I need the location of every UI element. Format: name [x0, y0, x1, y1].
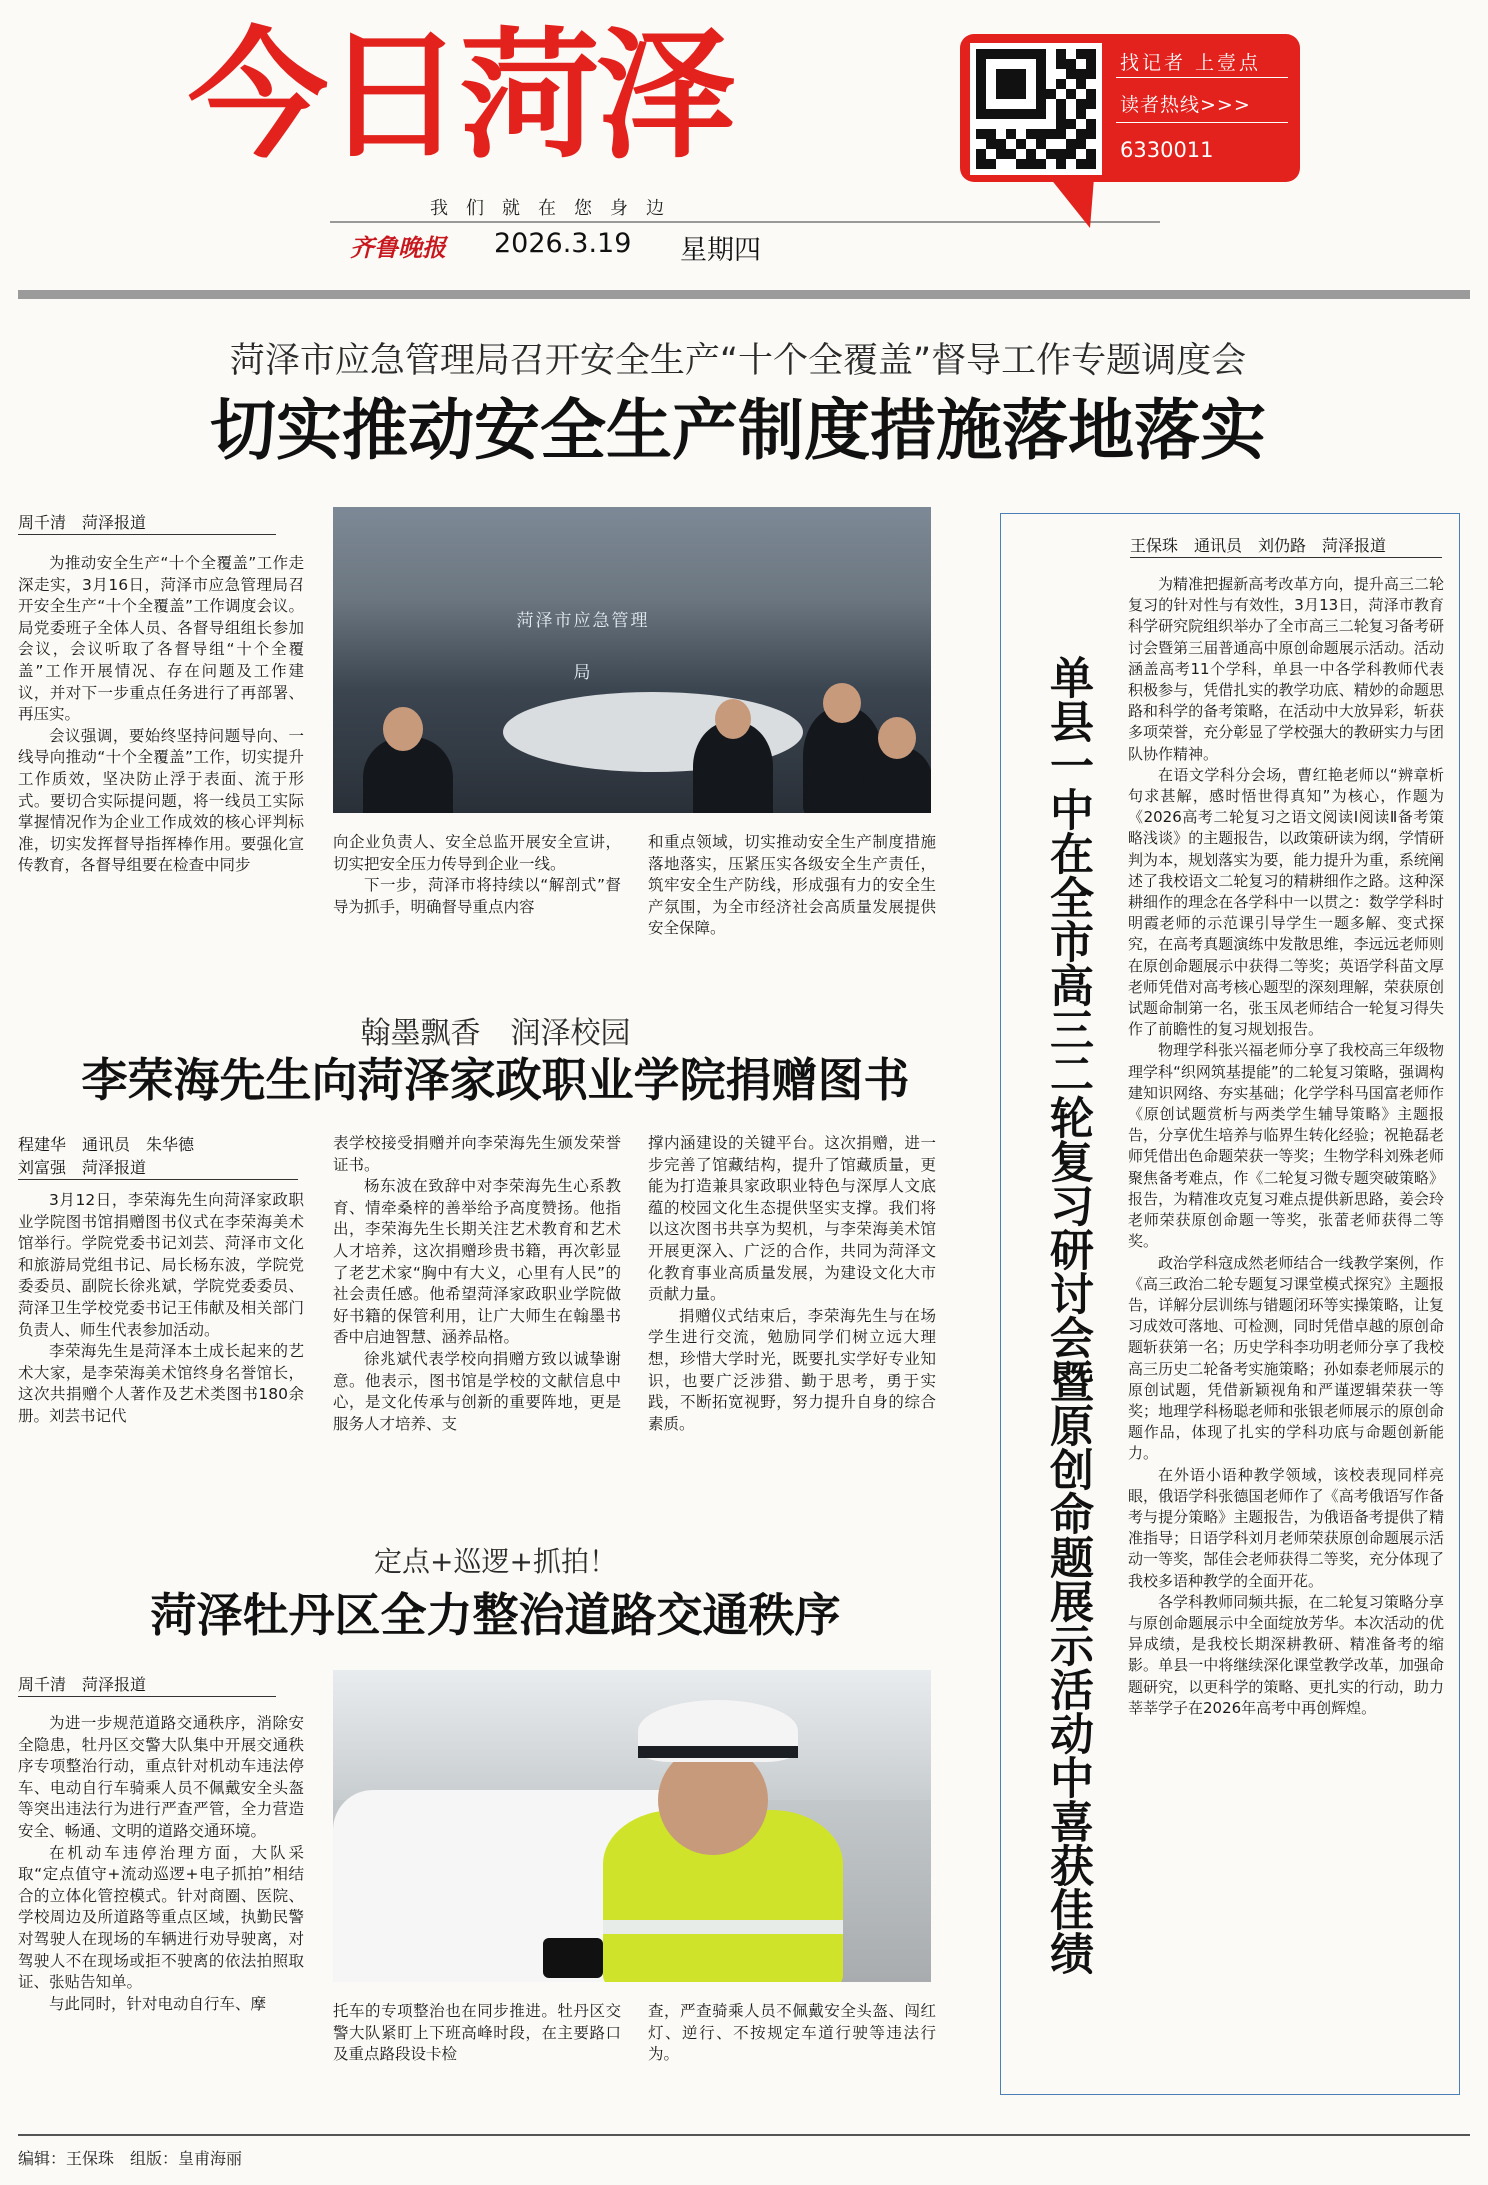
article1-byline: 周千清 菏泽报道 [18, 510, 276, 535]
page-footer-credits: 编辑：王保珠 组版：皇甫海丽 [18, 2149, 243, 2168]
article3-kicker: 定点+巡逻+抓拍！ [374, 1545, 617, 1578]
qr-code-icon[interactable] [970, 43, 1102, 175]
issue-date: 2026.3.19 [494, 228, 632, 259]
hotline-bubble-tail [1050, 178, 1094, 228]
hotline-divider [1116, 77, 1288, 78]
article4-headline[interactable]: 单县一中在全市高三二轮复习研讨会暨原创命题展示活动中喜获佳绩 [1042, 655, 1093, 1975]
hotline-label: 读者热线>>> [1120, 94, 1251, 116]
article3-headline[interactable]: 菏泽牡丹区全力整治道路交通秩序 [150, 1588, 841, 1642]
article3-column-1: 为进一步规范道路交通秩序，消除安全隐患，牡丹区交警大队集中开展交通秩序专项整治行动，重点针对机动车违法停车、电动自行车骑乘人员不佩戴安全头盔等突出违法行为进行严查严管，全力营造安全、畅通、文明的道路交通环境。 在机动车违停治理方面，大队采取“定点值守+流动巡逻+电子抓拍”相结合的立体化管控模式。针对商圈、医院、学校周边及所道路等重点区域，执勤民警对驾驶人在现场的车辆进行劝导驶离，对驾驶人不在现场或拒不驶离的依法拍照取证、张贴告知单。 与此同时，针对电动自行车、摩 [18, 1714, 304, 2013]
article1-photo[interactable] [333, 507, 931, 813]
article2-byline-1: 程建华 通讯员 朱华德 [18, 1135, 195, 1154]
article1-headline[interactable]: 切实推动安全生产制度措施落地落实 [210, 391, 1266, 469]
masthead-slogan: 我们就在您身边 [430, 198, 682, 219]
bottom-rule [18, 2134, 1470, 2136]
article2-kicker: 翰墨飘香 润泽校园 [360, 1016, 631, 1051]
article3-photo[interactable] [333, 1670, 931, 1982]
article4-body: 为精准把握新高考改革方向，提升高三二轮复习的针对性与有效性，3月13日，菏泽市教育科学研究院组织举办了全市高三二轮复习备考研讨会暨第三届普通高中原创命题展示活动。活动涵盖高考11个学科，单县一中各学科教师代表积极参与，凭借扎实的教学功底、精妙的命题思路和科学的备考策略，在活动中大放异彩，斩获多项荣誉，充分彰显了学校强大的教研实力与团队协作精神。 在语文学科分会场，曹红艳老师以“辨章析句求甚解，感时悟世得真知”为核心，作题为《2026高考二轮复习之语文阅读Ⅰ阅读Ⅱ备考策略浅谈》的主题报告，以政策研读为纲，学情研判为本，规划落实为要，能力提升为重，系统阐述了我校语文二轮复习的精耕细作之路。这种深耕细作的理念在各学科中一以贯之：数学学科时明霞老师的示范课引导学生一题多解、变式探究，在高考真题演练中发散思维，李远远老师则在原创命题展示中获得二等奖；英语学科苗文厚老师凭借对高考核心题型的深刻理解，荣获原创试题命制第一名，张玉凤老师结合一轮复习得失作了前瞻性的复习规划报告。 物理学科张兴福老师分享了我校高三年级物理学科“织网筑基提能”的二轮复习策略，强调构建知识网络、夯实基础；化学学科马国富老师作《原创试题赏析与两类学生辅导策略》主题报告，分享优生培养与临界生转化经验；祝艳磊老师凭借出色命题荣获一等奖；生物学科刘殊老师聚焦备考难点，作《二轮复习微专题突破策略》报告，为精准攻克复习难点提供新思路，姜会玲老师荣获原创命题一等奖，张蕾老师获得二等奖。 政治学科寇成然老师结合一线教学案例，作《高三政治二轮专题复习课堂模式探究》主题报告，详解分层训练与错题闭环等实操策略，让复习成效可落地、可检测，同时凭借卓越的原创命题斩获第一名；历史学科李功明老师分享了我校高三历史二轮备考实施策略；孙如泰老师展示的原创试题，凭借新颖视角和严谨逻辑荣获一等奖；地理学科杨聪老师和张银老师展示的原创命题作品，体现了扎实的学科功底与命题创新能力。 在外语小语种教学领域，该校表现同样亮眼，俄语学科张德国老师作了《高考俄语写作备考与提分策略》主题报告，为俄语备考提供了精准指导；日语学科刘月老师荣获原创命题展示活动一等奖，郜佳会老师获得二等奖，充分体现了我校多语种教学的全面开花。 各学科教师同频共振，在二轮复习策略分享与原创命题展示中全面绽放芳华。本次活动的优异成绩，是我校长期深耕教研、精准备考的缩影。单县一中将继续深化课堂教学改革，加强命题研究，以更科学的策略、更扎实的行动，助力莘莘学子在2026年高考中再创辉煌。 [1128, 575, 1444, 1717]
article2-column-3: 撑内涵建设的关键平台。这次捐赠，进一步完善了馆藏结构，提升了馆藏质量，更能为打造兼具家政职业特色与深厚人文底蕴的校园文化生态提供坚实支撑。我们将以这次图书共享为契机，与李荣海美术馆开展更深入、广泛的合作，共同为菏泽文化教育事业高质量发展，为建设文化大市贡献力量。 捐赠仪式结束后，李荣海先生与在场学生进行交流，勉励同学们树立远大理想，珍惜大学时光，既要扎实学好专业知识，也要广泛涉猎、勤于思考，勇于实践，不断拓宽视野，努力提升自身的综合素质。 [648, 1134, 936, 1433]
article3-column-3: 查，严查骑乘人员不佩戴安全头盔、闯红灯、逆行、不按规定车道行驶等违法行为。 [648, 2002, 936, 2064]
article2-headline[interactable]: 李荣海先生向菏泽家政职业学院捐赠图书 [81, 1053, 910, 1107]
article1-column-1: 为推动安全生产“十个全覆盖”工作走深走实，3月16日，菏泽市应急管理局召开安全生产“十个全覆盖”工作调度会议。局党委班子全体人员、各督导组组长参加会议，会议听取了各督导组“十个全覆盖”工作开展情况、存在问题及工作建议，并对下一步重点任务进行了再部署、再压实。 会议强调，要始终坚持问题导向、一线导向推动“十个全覆盖”工作，切实提升工作质效，坚决防止浮于表面、流于形式。要切合实际提问题，将一线员工实际掌握情况作为企业工作成效的核心评判标准，切实发挥督导指挥棒作用。要强化宣传教育，各督导组要在检查中同步 [18, 554, 304, 875]
hotline-divider [1116, 122, 1288, 123]
article3-byline: 周千清 菏泽报道 [18, 1672, 276, 1697]
article2-byline-2: 刘富强 菏泽报道 [18, 1155, 298, 1180]
article2-column-1: 3月12日，李荣海先生向菏泽家政职业学院图书馆捐赠图书仪式在李荣海美术馆举行。学院党委书记刘芸、菏泽市文化和旅游局党组书记、局长杨东波，学院党委委员、副院长徐兆斌，学院党委委员、菏泽卫生学校党委书记王伟献及相关部门负责人、师生代表参加活动。 李荣海先生是菏泽本土成长起来的艺术大家，是李荣海美术馆终身名誉馆长，这次共捐赠个人著作及艺术类图书180余册。刘芸书记代 [18, 1191, 304, 1425]
article1-column-2: 向企业负责人、安全总监开展安全宣讲，切实把安全压力传导到企业一线。 下一步，菏泽市将持续以“解剖式”督导为抓手，明确督导重点内容 [333, 833, 621, 916]
hotline-find-reporter: 找记者 上壹点 [1120, 52, 1262, 74]
issue-weekday: 星期四 [680, 235, 761, 266]
masthead-rule [330, 221, 1160, 223]
article4-byline: 王保珠 通讯员 刘仍路 菏泽报道 [1130, 533, 1442, 558]
hotline-number: 6330011 [1120, 138, 1214, 162]
article1-kicker: 菏泽市应急管理局召开安全生产“十个全覆盖”督导工作专题调度会 [229, 341, 1247, 381]
paper-name-logo: 齐鲁晚报 [350, 233, 446, 262]
top-rule [18, 290, 1470, 299]
article1-column-3: 和重点领域，切实推动安全生产制度措施落地落实，压紧压实各级安全生产责任，筑牢安全生产防线，形成强有力的安全生产氛围，为全市经济社会高质量发展提供安全保障。 [648, 833, 936, 938]
masthead-title: 今日菏泽 [188, 15, 733, 178]
photo-wall-sign: 菏泽市应急管理局 [516, 611, 650, 683]
article3-column-2: 托车的专项整治也在同步推进。牡丹区交警大队紧盯上下班高峰时段，在主要路口及重点路段设卡检 [333, 2002, 621, 2064]
article2-column-2: 表学校接受捐赠并向李荣海先生颁发荣誉证书。 杨东波在致辞中对李荣海先生心系教育、情牵桑梓的善举给予高度赞扬。他指出，李荣海先生长期关注艺术教育和艺术人才培养，这次捐赠珍贵书籍，再次彰显了老艺术家“胸中有大义，心里有人民”的社会责任感。他希望菏泽家政职业学院做好书籍的保管利用，让广大师生在翰墨书香中启迪智慧、涵养品格。 徐兆斌代表学校向捐赠方致以诚挚谢意。他表示，图书馆是学校的文献信息中心，是文化传承与创新的重要阵地，更是服务人才培养、支 [333, 1134, 621, 1433]
